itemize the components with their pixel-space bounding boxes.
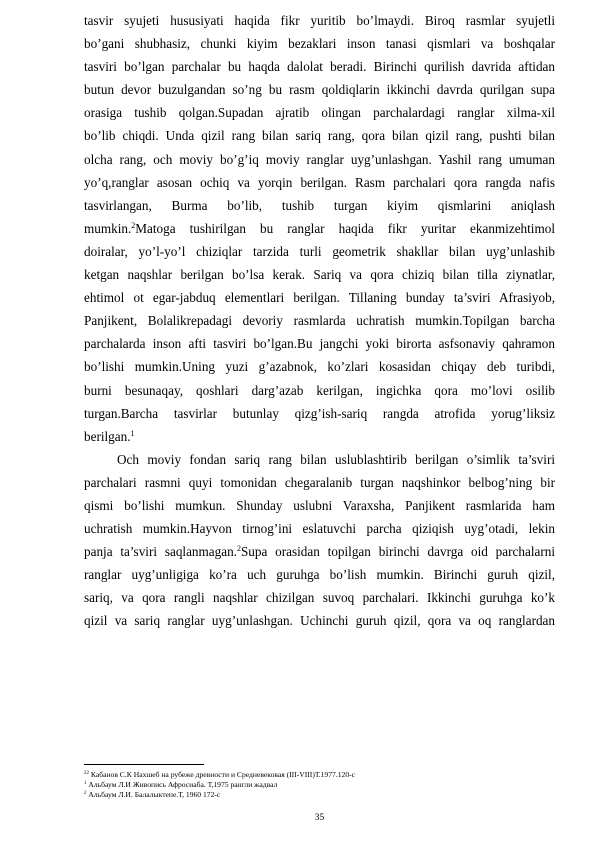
- text-line: Och moviy fondan sariq rang bilan uslublashtirib berilgan o’simlik ta’sviri: [117, 451, 555, 467]
- text-segment: Matoga tushirilgan bu ranglar haqida fikr yuritar ekanmizehtimol: [135, 220, 555, 236]
- text-segment: Supa orasidan topilgan birinchi davrga oid parchalarni: [240, 544, 555, 560]
- text-line: ehtimol ot egar-jabduq elementlari berilgan. Tillaning bunday ta’sviri Afrasiyob,: [84, 290, 555, 306]
- text-line: orasiga tushib qolgan.Supadan ajratib olingan parchalardagi ranglar xilma-xil: [84, 105, 555, 121]
- text-line: turgan.Barcha tasvirlar butunlay qizg’ish-sariq rangda atrofida yorug’liksiz: [84, 405, 555, 421]
- text-line: parchalari rasmni quyi tomonidan chegaralanib turgan naqshinkor belbog’ning bir: [84, 474, 555, 490]
- text-line: bo’lishi mumkin.Uning yuzi g’azabnok, ko’zlari kosasidan chiqay deb turibdi,: [84, 359, 555, 375]
- text-segment: berilgan.: [84, 428, 131, 444]
- text-line: [84, 540, 555, 563]
- footnote-mark: 2: [84, 791, 87, 797]
- text-line: bo’lib chiqdi. Unda qizil rang bilan sariq rang, qora bilan qizil rang, pushti bilan: [84, 128, 555, 144]
- text-line: qismi bo’lishi mumkun. Shunday uslubni Varaxsha, Panjikent rasmlarida ham: [84, 497, 555, 513]
- page-number: 35: [314, 813, 325, 823]
- text-line: uchratish mumkin.Hayvon tirnog’ini eslatuvchi parcha qiziqish uyg’otadi, lekin: [84, 521, 555, 537]
- footnote-mark: 1: [84, 781, 87, 787]
- text-line: sariq, va qora rangli naqshlar chizilgan suvoq parchalari. Ikkinchi guruhga ko’k: [84, 590, 555, 606]
- footnote-ref: 1: [130, 428, 135, 438]
- footnote-text: Кабанов С.К Нахшеб на рубеже древности и Средневековая (III-VIII)Т.1977.120-с: [89, 770, 356, 779]
- footnote: [84, 790, 555, 800]
- text-line: tasvirlangan, Burma bo’lib, tushib turgan kiyim qismlarini aniqlash: [84, 197, 555, 213]
- footnote-ref: 2: [236, 544, 241, 554]
- text-line: [84, 425, 555, 448]
- text-line: bo’gani shubhasiz, chunki kiyim bezaklari inson tanasi qismlari va boshqalar: [84, 36, 555, 52]
- footnote-divider: [84, 764, 204, 765]
- text-line: doiralar, yo’l-yo’l chiziqlar tarzida turli geometrik shakllar bilan uyg’unlashib: [84, 243, 555, 259]
- footnote: [84, 770, 555, 780]
- text-segment: mumkin.: [84, 220, 132, 236]
- text-line: yo’q,ranglar asosan ochiq va yorqin berilgan. Rasm parchalari qora rangda nafis: [84, 174, 555, 190]
- text-line: ranglar uyg’unligiga ko’ra uch guruhga bo’lish mumkin. Birinchi guruh qizil,: [84, 567, 555, 583]
- text-line: parchalarda inson afti tasviri bo’lgan.Bu jangchi yoki birorta asfsonaviy qahramon: [84, 336, 555, 352]
- body-text: [84, 9, 555, 633]
- text-line: qizil va sariq ranglar uyg’unlashgan. Uchinchi guruh qizil, qora va oq ranglardan: [84, 613, 555, 629]
- text-line: [84, 217, 555, 240]
- text-segment: panja ta’sviri saqlanmagan.: [84, 544, 237, 560]
- text-line: butun devor buzulgandan so’ng bu rasm qoldiqlarin ikkinchi davrda qurilgan supa: [84, 82, 555, 98]
- footnotes: [84, 770, 555, 801]
- text-line: tasvir syujeti hususiyati haqida fikr yuritib bo’lmaydi. Biroq rasmlar syujetli: [84, 13, 555, 28]
- footnote-text: Альбаум Л.И Живопись Афросиаба. Т,1975 рангли жадвал: [86, 780, 278, 790]
- footnote: [84, 780, 555, 790]
- text-line: burni besunaqay, qoshlari darg’azab kerilgan, ingichka qora mo’lovi osilib: [84, 382, 555, 398]
- text-line: ketgan naqshlar berilgan bo’lsa kerak. Sariq va qora chiziq bilan tilla ziynatlar,: [84, 267, 555, 283]
- footnote-ref: 2: [131, 220, 136, 230]
- footnote-mark: 22: [84, 771, 89, 776]
- text-line: tasviri bo’lgan parchalar bu haqda dalolat beradi. Birinchi qurilish davrida aftidan: [84, 59, 555, 75]
- text-line: olcha rang, och moviy bo’g’iq moviy ranglar uyg’unlashgan. Yashil rang umuman: [84, 151, 555, 167]
- footnote-text: Альбаум Л.И. Балалыктепе.Т, 1960 172-с: [86, 790, 221, 800]
- text-line: Panjikent, Bolalikrepadagi devoriy rasmlarda uchratish mumkin.Topilgan barcha: [84, 313, 555, 329]
